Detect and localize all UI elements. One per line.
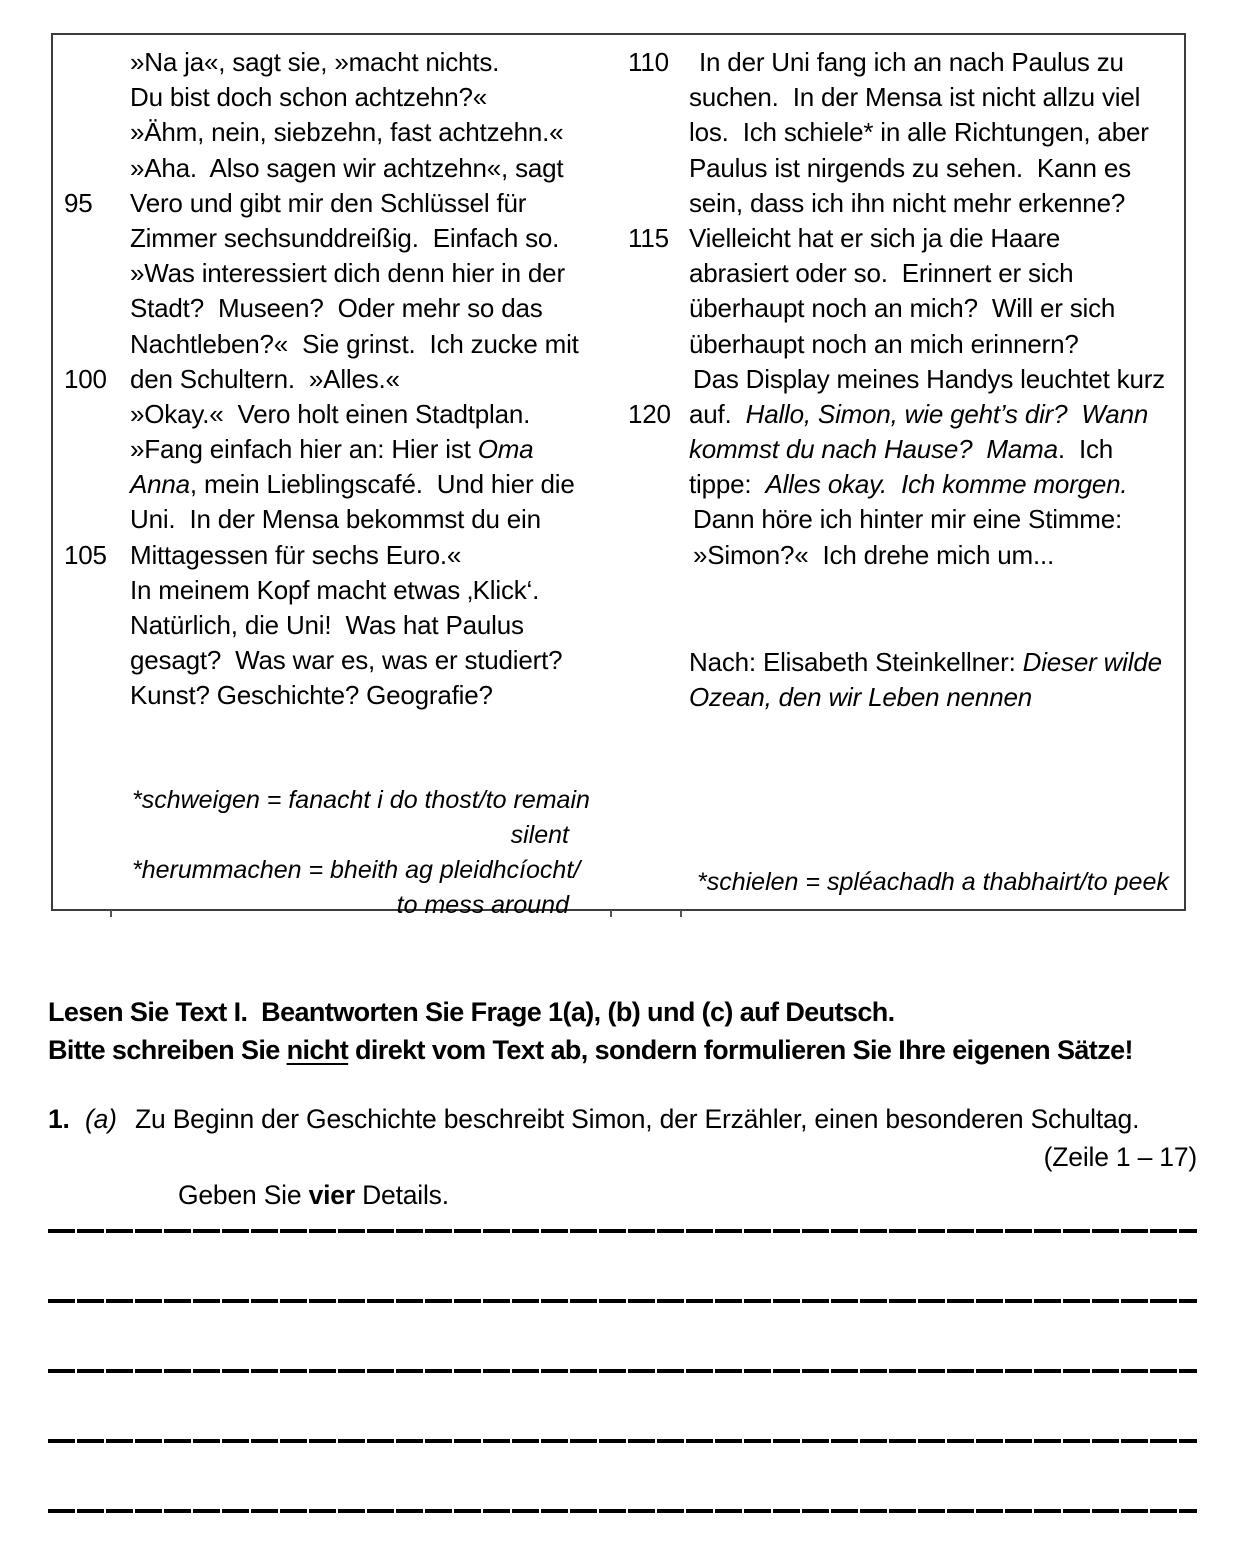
answer-lines-area [48, 1229, 1197, 1529]
text-line [64, 188, 579, 223]
line-text [689, 399, 1148, 430]
text-segment: Vero und gibt mir den Schlüssel für [130, 187, 527, 218]
text-segment: Geben Sie [177, 1180, 309, 1210]
text-segment: suchen. In der Mensa ist nicht allzu viel [689, 82, 1141, 113]
text-line [628, 153, 1165, 188]
text-segment: Ozean, den wir Leben nennen [689, 682, 1032, 712]
text-segment: »Ähm, nein, siebzehn, fast achtzehn.« [130, 117, 564, 148]
line-text [130, 645, 562, 676]
text-segment: Hallo, Simon, wie geht’s dir? Wann [745, 398, 1149, 429]
line-reference: (Zeile 1 – 17) [1043, 1142, 1197, 1172]
line-text [689, 117, 1149, 148]
text-segment: »Na ja«, sagt sie, »macht nichts. [130, 47, 500, 77]
text-segment: tippe: [689, 469, 766, 500]
text-segment: Nach: Elisabeth Steinkellner: [689, 647, 1023, 677]
line-text [130, 47, 499, 78]
text-line [628, 82, 1165, 117]
text-segment: Lesen Sie Text I. Beantworten Sie Frage 1(a), (b) und (c) auf Deutsch. [48, 997, 895, 1027]
line-text [689, 504, 1122, 535]
line-text [130, 293, 543, 324]
text-segment: sein, dass ich ihn nicht mehr erkenne? [689, 187, 1126, 218]
footnote-line: *schweigen = fanacht i do thost/to remain [132, 786, 590, 814]
text-segment: Details. [354, 1180, 449, 1210]
text-line [64, 117, 579, 152]
text-line [628, 364, 1165, 399]
line-number: 95 [64, 187, 93, 218]
text-segment: gesagt? Was war es, was er studiert? [130, 645, 563, 676]
line-text [689, 293, 1115, 324]
text-segment: Oma [477, 434, 534, 465]
line-text [130, 117, 563, 148]
text-line [628, 47, 1165, 82]
text-line [64, 469, 579, 504]
text-line [64, 364, 579, 399]
text-segment: kommst du nach Hause? Mama [689, 434, 1058, 465]
instruction-line-2 [48, 1031, 1133, 1069]
text-segment: Uni. In der Mensa bekommst du ein [130, 504, 541, 535]
text-line [628, 258, 1165, 293]
text-segment: den Schultern. »Alles.« [130, 363, 400, 394]
text-line [64, 434, 579, 469]
text-segment: Nachtleben?« Sie grinst. Ich zucke mit [130, 328, 579, 359]
text-line [64, 504, 579, 539]
table-tick [110, 910, 112, 917]
text-segment: Vielleicht hat er sich ja die Haare [689, 222, 1061, 253]
text-segment: In der Uni fang ich an nach Paulus zu [699, 47, 1124, 77]
line-text [130, 504, 541, 535]
answer-line[interactable] [48, 1369, 1197, 1373]
text-line [64, 680, 579, 715]
text-line [64, 645, 579, 680]
instructions-block [48, 993, 1133, 1069]
line-text [130, 469, 575, 500]
text-segment: Paulus ist nirgends zu sehen. Kann es [689, 152, 1131, 183]
text-segment: , mein Lieblingscafé. Und hier die [189, 469, 575, 500]
line-text [130, 258, 565, 289]
line-text [689, 258, 1073, 289]
text-segment: In meinem Kopf macht etwas ‚Klick‘. [130, 574, 540, 605]
question-text-line-2 [178, 1180, 449, 1210]
footnote-line: *herummachen = bheith ag pleidhcíocht/ [132, 856, 581, 884]
answer-line[interactable] [48, 1229, 1197, 1233]
text-segment: Du bist doch schon achtzehn?« [130, 82, 487, 113]
text-line [628, 188, 1165, 223]
line-text [130, 153, 563, 184]
text-line [64, 223, 579, 258]
text-line [628, 293, 1165, 328]
text-segment: Dann höre ich hinter mir eine Stimme: [693, 504, 1123, 535]
text-segment: Dieser wilde [1022, 647, 1162, 677]
line-text [689, 540, 1054, 571]
text-segment: vier [308, 1180, 355, 1210]
text-segment: »Fang einfach hier an: Hier ist [130, 434, 478, 465]
text-segment: Natürlich, die Uni! Was hat Paulus [130, 610, 524, 640]
text-segment: Bitte schreiben Sie [48, 1035, 287, 1065]
text-segment: direkt vom Text ab, sondern formulieren Sie Ihre eigenen Sätze! [348, 1035, 1133, 1065]
text-line [64, 329, 579, 364]
text-segment: Mittagessen für sechs Euro.« [130, 539, 462, 570]
source-line [689, 645, 1162, 680]
text-segment: Alles okay. Ich komme morgen. [765, 469, 1128, 500]
text-line [628, 469, 1165, 504]
text-segment: nicht [286, 1035, 349, 1065]
text-segment: abrasiert oder so. Erinnert er sich [689, 258, 1074, 289]
left-footnotes [132, 783, 590, 923]
line-text [130, 223, 559, 254]
line-text [130, 540, 461, 571]
text-line [64, 610, 579, 645]
text-line [628, 504, 1165, 539]
text-segment: »Okay.« Vero holt einen Stadtplan. [130, 398, 531, 429]
line-text [130, 82, 487, 113]
text-line [628, 117, 1165, 152]
text-segment: »Was interessiert dich denn hier in der [130, 258, 565, 289]
reading-text-box [51, 33, 1186, 919]
instruction-line-1 [48, 993, 1133, 1031]
text-line [628, 540, 1165, 575]
text-line [64, 153, 579, 188]
text-line [628, 223, 1165, 258]
text-line [64, 47, 579, 82]
line-text [130, 399, 530, 430]
line-text [689, 434, 1113, 465]
line-text [130, 364, 400, 395]
line-text [689, 329, 1079, 360]
answer-line[interactable] [48, 1509, 1197, 1513]
text-line [64, 540, 579, 575]
line-number: 100 [64, 363, 107, 394]
text-segment: Zu Beginn der Geschichte beschreibt Simon, der Erzähler, einen besonderen Schultag. [135, 1104, 1140, 1134]
text-segment: Das Display meines Handys leuchtet kurz [693, 363, 1165, 394]
text-line [628, 399, 1165, 434]
line-text [130, 610, 524, 641]
line-text [130, 434, 533, 465]
text-segment: »Aha. Also sagen wir achtzehn«, sagt [130, 152, 564, 183]
text-segment: »Simon?« Ich drehe mich um... [693, 539, 1055, 570]
source-attribution [689, 645, 1162, 715]
line-text [130, 329, 579, 360]
question-text-line-1 [135, 1100, 1139, 1138]
line-text [689, 223, 1060, 254]
footnote-line: to mess around [396, 891, 569, 919]
text-segment: Stadt? Museen? Oder mehr so das [130, 293, 543, 324]
text-line [628, 434, 1165, 469]
text-column-right [628, 47, 1165, 575]
text-column-left [64, 47, 579, 716]
text-line [64, 82, 579, 117]
line-text [689, 153, 1131, 184]
text-line [64, 258, 579, 293]
line-text [689, 188, 1125, 219]
table-tick [680, 910, 682, 917]
answer-line[interactable] [48, 1299, 1197, 1303]
line-text [689, 82, 1140, 113]
text-line [64, 575, 579, 610]
line-number: 110 [628, 47, 669, 77]
table-tick [610, 910, 612, 917]
line-number: 115 [628, 222, 669, 253]
source-line [689, 680, 1162, 715]
question-line-1 [48, 1100, 1197, 1138]
text-line [64, 399, 579, 434]
line-text [689, 469, 1127, 500]
line-text [130, 680, 493, 711]
text-line [64, 293, 579, 328]
text-segment: Anna [130, 469, 190, 500]
line-text [689, 47, 1124, 78]
text-line [628, 329, 1165, 364]
text-segment: los. Ich schiele* in alle Richtungen, aber [689, 117, 1149, 148]
text-segment: Zimmer sechsunddreißig. Einfach so. [130, 222, 560, 253]
text-segment: überhaupt noch an mich? Will er sich [689, 293, 1116, 324]
question-part-label: (a) [85, 1104, 117, 1134]
line-text [689, 364, 1165, 395]
line-text [130, 575, 539, 606]
question-number: 1. [48, 1104, 70, 1134]
text-segment: überhaupt noch an mich erinnern? [689, 328, 1079, 359]
footnote-line: silent [510, 821, 569, 849]
right-footnote: *schielen = spléachadh a thabhairt/to peek [697, 868, 1169, 896]
answer-line[interactable] [48, 1439, 1197, 1443]
text-segment: . Ich [1057, 434, 1114, 465]
text-segment: auf. [689, 398, 746, 429]
line-text [130, 188, 526, 219]
text-segment: Kunst? Geschichte? Geografie? [130, 680, 493, 711]
line-number: 120 [628, 398, 671, 429]
line-number: 105 [64, 539, 107, 570]
